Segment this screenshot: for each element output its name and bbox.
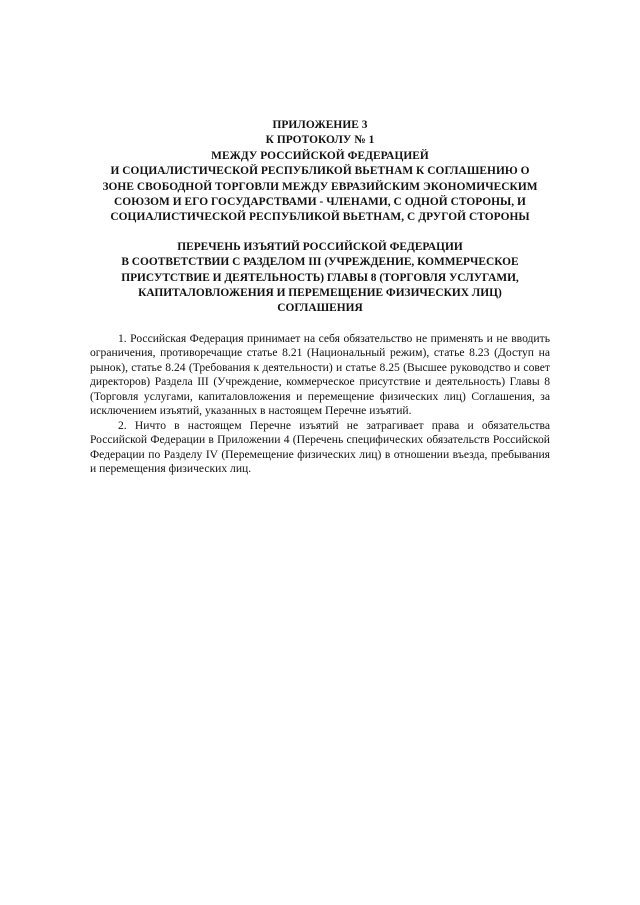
header-line: К ПРОТОКОЛУ № 1: [265, 134, 375, 147]
title-line: ПРИСУТСТВИЕ И ДЕЯТЕЛЬНОСТЬ) ГЛАВЫ 8 (ТОРГОВЛЯ УСЛУГАМИ,: [121, 271, 519, 284]
header-line: СОЮЗОМ И ЕГО ГОСУДАРСТВАМИ - ЧЛЕНАМИ, С ОДНОЙ СТОРОНЫ, И: [114, 196, 526, 209]
document-body: [90, 332, 550, 477]
title-line: КАПИТАЛОВЛОЖЕНИЯ И ПЕРЕМЕЩЕНИЕ ФИЗИЧЕСКИХ ЛИЦ): [138, 287, 502, 300]
header-line: СОЦИАЛИСТИЧЕСКОЙ РЕСПУБЛИКОЙ ВЬЕТНАМ, С ДРУГОЙ СТОРОНЫ: [110, 211, 530, 224]
paragraph-1: 1. Российская Федерация принимает на себя обязательство не применять и не вводить ограничения, противоречащие статье 8.21 (Национальный режим), статье 8.23 (Доступ на рынок), статье 8.24 (Требования к деятельности) и статье 8.25 (Высшее руководство и совет директоров) Раздела III (Учреждение, коммерческое присутствие и деятельность) Главы 8 (Торговля услугами, капиталовложения и перемещение физических лиц) Соглашения, за исключением изъятий, указанных в настоящем Перечне изъятий.: [90, 331, 550, 418]
header-line: ЗОНЕ СВОБОДНОЙ ТОРГОВЛИ МЕЖДУ ЕВРАЗИЙСКИМ ЭКОНОМИЧЕСКИМ: [102, 180, 538, 193]
title-line: ПЕРЕЧЕНЬ ИЗЪЯТИЙ РОССИЙСКОЙ ФЕДЕРАЦИИ: [177, 240, 463, 253]
header-line: МЕЖДУ РОССИЙСКОЙ ФЕДЕРАЦИЕЙ: [211, 149, 429, 162]
annex-header: [90, 118, 550, 226]
document-title: [90, 240, 550, 317]
title-line: СОГЛАШЕНИЯ: [277, 302, 363, 315]
header-line: ПРИЛОЖЕНИЕ 3: [272, 119, 368, 131]
document-page: [90, 118, 550, 477]
title-line: В СООТВЕТСТВИИ С РАЗДЕЛОМ III (УЧРЕЖДЕНИЕ, КОММЕРЧЕСКОЕ: [121, 256, 519, 269]
paragraph-2: 2. Ничто в настоящем Перечне изъятий не затрагивает права и обязательства Российской Федерации в Приложении 4 (Перечень специфических обязательств Российской Федерации по Разделу IV (Перемещение физических лиц) в отношении въезда, пребывания и перемещения физических лиц.: [90, 418, 550, 476]
header-line: И СОЦИАЛИСТИЧЕСКОЙ РЕСПУБЛИКОЙ ВЬЕТНАМ К СОГЛАШЕНИЮ О: [110, 165, 530, 178]
